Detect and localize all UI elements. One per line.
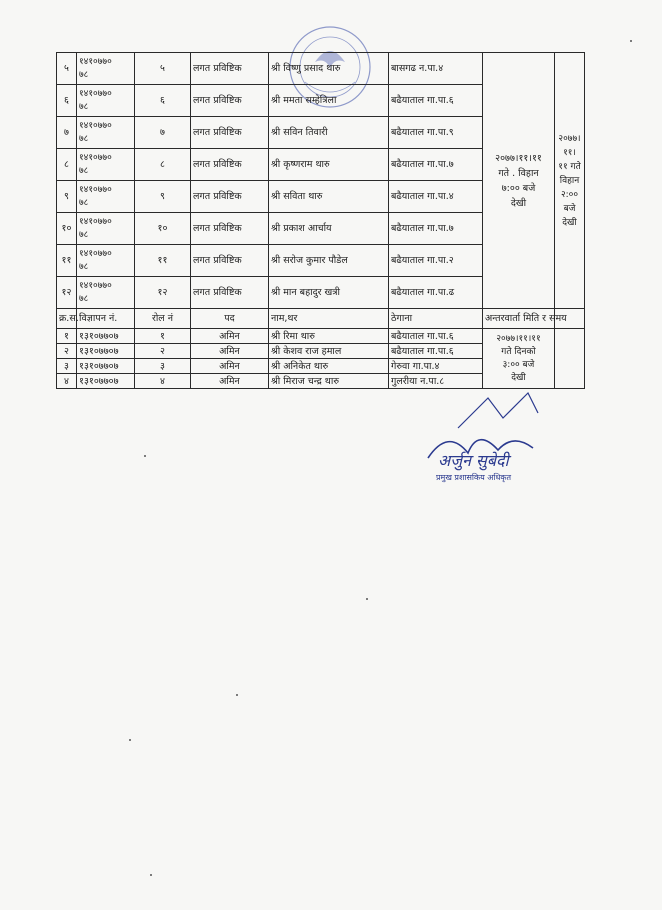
- serial-number-cell: ९: [57, 181, 77, 213]
- signature-designation: प्रमुख प्रशासकिय अधिकृत: [436, 473, 512, 482]
- address-cell: बढैयाताल गा.पा.४: [389, 181, 483, 213]
- name-cell: श्री प्रकाश आर्चाय: [269, 213, 389, 245]
- roll-number-cell: १: [135, 329, 191, 344]
- name-cell: श्री केशव राज हमाल: [269, 344, 389, 359]
- post-cell: लगत प्रविष्टिक: [191, 85, 269, 117]
- advertisement-number-cell: १३१०७७०७: [77, 374, 135, 389]
- post-cell: अमिन: [191, 329, 269, 344]
- advertisement-number-cell: १४१०७७० ७८: [77, 53, 135, 85]
- post-cell: लगत प्रविष्टिक: [191, 277, 269, 309]
- name-cell: श्री सविता थारु: [269, 181, 389, 213]
- roll-number-cell: ६: [135, 85, 191, 117]
- roll-number-cell: १०: [135, 213, 191, 245]
- advertisement-number-cell: १३१०७७०७: [77, 344, 135, 359]
- post-cell: लगत प्रविष्टिक: [191, 53, 269, 85]
- post-cell: अमिन: [191, 359, 269, 374]
- officer-signature: [418, 388, 578, 488]
- header-interview: अन्तरवार्ता मिति र समय: [483, 309, 555, 329]
- name-cell: श्री सरोज कुमार पौडेल: [269, 245, 389, 277]
- name-cell: श्री ममता सम्हेत्रिला: [269, 85, 389, 117]
- address-cell: बढैयाताल गा.पा.७: [389, 213, 483, 245]
- header-post: पद: [191, 309, 269, 329]
- advertisement-number-cell: १४१०७७० ७८: [77, 213, 135, 245]
- address-cell: बढैयाताल गा.पा.६: [389, 344, 483, 359]
- roll-number-cell: ५: [135, 53, 191, 85]
- scan-speck: [630, 40, 632, 42]
- serial-number-cell: १: [57, 329, 77, 344]
- name-cell: श्री अनिकेत थारु: [269, 359, 389, 374]
- post-cell: अमिन: [191, 374, 269, 389]
- name-cell: श्री मिराज चन्द्र थारु: [269, 374, 389, 389]
- name-cell: श्री विष्णु प्रसाद थारु: [269, 53, 389, 85]
- table-row: [57, 329, 585, 344]
- roll-number-cell: २: [135, 344, 191, 359]
- address-cell: बढैयाताल गा.पा.७: [389, 149, 483, 181]
- scan-speck: [150, 874, 152, 876]
- header-address: ठेगाना: [389, 309, 483, 329]
- table-header-row: [57, 309, 585, 329]
- address-cell: बासगढ न.पा.४: [389, 53, 483, 85]
- serial-number-cell: २: [57, 344, 77, 359]
- roll-number-cell: ७: [135, 117, 191, 149]
- serial-number-cell: ५: [57, 53, 77, 85]
- advertisement-number-cell: १४१०७७० ७८: [77, 117, 135, 149]
- serial-number-cell: ४: [57, 374, 77, 389]
- post-cell: लगत प्रविष्टिक: [191, 117, 269, 149]
- name-cell: श्री सविन तिवारी: [269, 117, 389, 149]
- advertisement-number-cell: १४१०७७० ७८: [77, 181, 135, 213]
- name-cell: श्री कृष्णराम थारु: [269, 149, 389, 181]
- advertisement-number-cell: १३१०७७०७: [77, 329, 135, 344]
- name-cell: श्री मान बहादुर खत्री: [269, 277, 389, 309]
- written-exam-datetime-cell: २०७७।११।११ गते . विहान ७:०० बजे देखी: [483, 53, 555, 309]
- candidate-table: [56, 52, 585, 389]
- address-cell: बढैयाताल गा.पा.६: [389, 329, 483, 344]
- scan-speck: [129, 739, 131, 741]
- scan-speck: [236, 694, 238, 696]
- advertisement-number-cell: १४१०७७० ७८: [77, 245, 135, 277]
- roll-number-cell: ९: [135, 181, 191, 213]
- header-serial: क्र.स.: [57, 309, 77, 329]
- name-cell: श्री रिमा थारु: [269, 329, 389, 344]
- advertisement-number-cell: १३१०७७०७: [77, 359, 135, 374]
- post-cell: लगत प्रविष्टिक: [191, 181, 269, 213]
- serial-number-cell: ११: [57, 245, 77, 277]
- post-cell: अमिन: [191, 344, 269, 359]
- address-cell: बढैयाताल गा.पा.९: [389, 117, 483, 149]
- post-cell: लगत प्रविष्टिक: [191, 245, 269, 277]
- address-cell: बढैयाताल गा.पा.६: [389, 85, 483, 117]
- header-name: नाम,थर: [269, 309, 389, 329]
- roll-number-cell: ११: [135, 245, 191, 277]
- address-cell: गेरुवा गा.पा.४: [389, 359, 483, 374]
- address-cell: गुलरीया न.पा.८: [389, 374, 483, 389]
- roll-number-cell: ३: [135, 359, 191, 374]
- interview-datetime-cell: २०७७।११। ११ गते विहान २:०० बजे देखी: [555, 53, 585, 309]
- serial-number-cell: १०: [57, 213, 77, 245]
- header-advertisement: विज्ञापन नं.: [77, 309, 135, 329]
- serial-number-cell: १२: [57, 277, 77, 309]
- amin-interview-datetime-cell: २०७७।११।११ गते दिनको ३:०० बजे देखी: [483, 329, 555, 389]
- roll-number-cell: १२: [135, 277, 191, 309]
- blank-cell: [555, 329, 585, 389]
- scan-speck: [144, 455, 146, 457]
- post-cell: लगत प्रविष्टिक: [191, 213, 269, 245]
- roll-number-cell: ४: [135, 374, 191, 389]
- advertisement-number-cell: १४१०७७० ७८: [77, 149, 135, 181]
- header-roll: रोल नं: [135, 309, 191, 329]
- serial-number-cell: ६: [57, 85, 77, 117]
- serial-number-cell: ८: [57, 149, 77, 181]
- table-row: [57, 53, 585, 85]
- advertisement-number-cell: १४१०७७० ७८: [77, 277, 135, 309]
- serial-number-cell: ७: [57, 117, 77, 149]
- roll-number-cell: ८: [135, 149, 191, 181]
- scan-speck: [366, 598, 368, 600]
- post-cell: लगत प्रविष्टिक: [191, 149, 269, 181]
- address-cell: बढैयाताल गा.पा.ढ: [389, 277, 483, 309]
- advertisement-number-cell: १४१०७७० ७८: [77, 85, 135, 117]
- signature-name: अर्जुन सुबेदी: [438, 451, 509, 470]
- serial-number-cell: ३: [57, 359, 77, 374]
- address-cell: बढैयाताल गा.पा.२: [389, 245, 483, 277]
